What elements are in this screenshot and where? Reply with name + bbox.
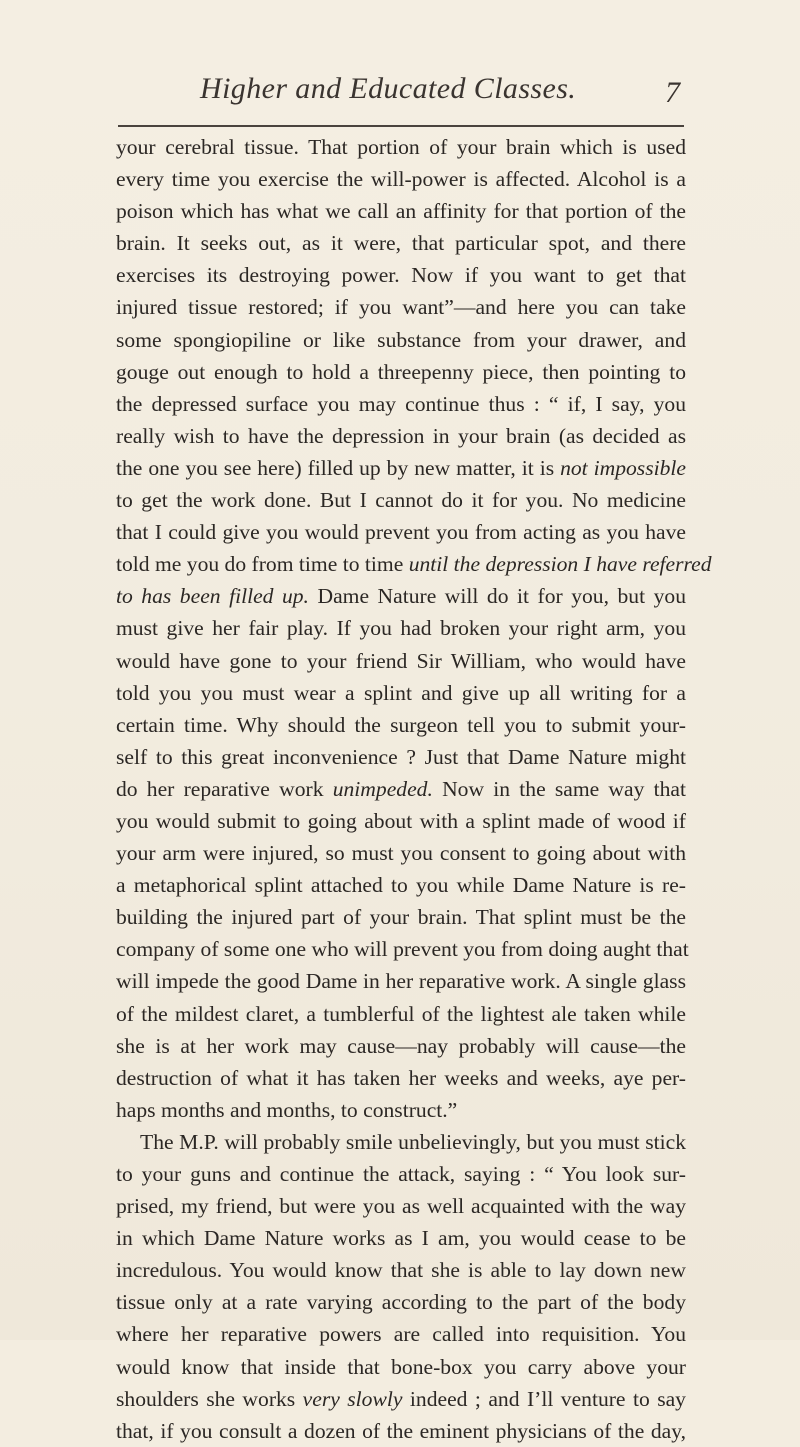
text-run: the one you see here) filled up by new matter, it is: [116, 455, 561, 480]
text-line: your cerebral tissue. That portion of your brain which is used: [116, 135, 686, 159]
text-line: brain. It seeks out, as it were, that particular spot, and there: [116, 231, 686, 256]
text-line: haps months and months, to construct.”: [116, 1097, 458, 1122]
text-line: told you you must wear a splint and give up all writing for a: [116, 680, 686, 705]
italic-run: until the depression I have referred: [408, 552, 712, 577]
text-line: certain time. Why should the surgeon tell you to submit your-: [116, 712, 686, 737]
italic-run: very slowly: [302, 1386, 403, 1411]
italic-run: to has been filled up.: [116, 584, 309, 609]
text-line: building the injured part of your brain. That splint must be the: [116, 905, 686, 930]
body-text: [116, 131, 712, 1447]
text-line: must give her fair play. If you had broken your right arm, you: [116, 616, 686, 641]
text-line: you would submit to going about with a splint made of wood if: [116, 808, 686, 833]
text-line: [116, 548, 712, 580]
text-line: of the mildest claret, a tumblerful of the lightest ale taken while: [116, 1001, 686, 1026]
running-head: Higher and Educated Classes.: [200, 72, 577, 105]
text-line: poison which has what we call an affinity for that portion of the: [116, 199, 686, 224]
text-line: exercises its destroying power. Now if you want to get that: [116, 263, 686, 288]
text-line: would know that inside that bone-box you carry above your: [116, 1354, 686, 1379]
italic-run: not impossible: [560, 455, 686, 480]
text-run: told me you do from time to time: [116, 552, 409, 577]
text-line: a metaphorical splint attached to you while Dame Nature is re-: [116, 873, 686, 898]
text-line: will impede the good Dame in her reparative work. A single glass: [116, 969, 686, 994]
text-line: to get the work done. But I cannot do it for you. No medicine: [116, 488, 686, 513]
text-line: The M.P. will probably smile unbelievingly, but you must stick: [140, 1129, 686, 1154]
page-number: 7: [665, 76, 680, 109]
text-run: indeed ; and I’ll venture to say: [402, 1386, 686, 1411]
text-run: do her reparative work: [116, 776, 333, 801]
header-rule: [118, 125, 684, 127]
text-run: shoulders she works: [116, 1386, 303, 1411]
text-line: company of some one who will prevent you from doing aught that: [116, 937, 689, 962]
text-line: gouge out enough to hold a threepenny piece, then pointing to: [116, 359, 686, 384]
text-line: in which Dame Nature works as I am, you would cease to be: [116, 1226, 686, 1251]
text-line: would have gone to your friend Sir William, who would have: [116, 648, 686, 673]
text-line: she is at her work may cause—nay probably will cause—the: [116, 1033, 686, 1058]
text-line: that, if you consult a dozen of the eminent physicians of the day,: [116, 1418, 686, 1443]
text-line: [116, 773, 686, 805]
italic-run: unimpeded.: [332, 776, 433, 801]
text-line: injured tissue restored; if you want”—and here you can take: [116, 295, 686, 320]
text-line: where her reparative powers are called into requisition. You: [116, 1322, 686, 1347]
page-header: [120, 68, 680, 108]
text-line: your arm were injured, so must you consent to going about with: [116, 841, 686, 866]
text-line: really wish to have the depression in your brain (as decided as: [116, 423, 686, 448]
text-line: every time you exercise the will-power is affected. Alcohol is a: [116, 167, 686, 192]
text-line: the depressed surface you may continue thus : “ if, I say, you: [116, 391, 686, 416]
text-line: some spongiopiline or like substance from your drawer, and: [116, 327, 686, 352]
text-line: [116, 580, 686, 612]
text-line: to your guns and continue the attack, saying : “ You look sur-: [116, 1162, 686, 1186]
text-line: destruction of what it has taken her weeks and weeks, aye per-: [116, 1065, 686, 1090]
text-line: incredulous. You would know that she is able to lay down new: [116, 1258, 686, 1283]
text-run: Now in the same way that: [432, 776, 687, 801]
text-line: self to this great inconvenience ? Just that Dame Nature might: [116, 744, 686, 769]
text-run: Dame Nature will do it for you, but you: [308, 584, 686, 609]
text-line: tissue only at a rate varying according to the part of the body: [116, 1290, 686, 1315]
text-line: [116, 452, 686, 484]
text-line: prised, my friend, but were you as well acquainted with the way: [116, 1194, 686, 1219]
text-line: that I could give you would prevent you from acting as you have: [116, 520, 686, 545]
text-line: [116, 1383, 686, 1415]
